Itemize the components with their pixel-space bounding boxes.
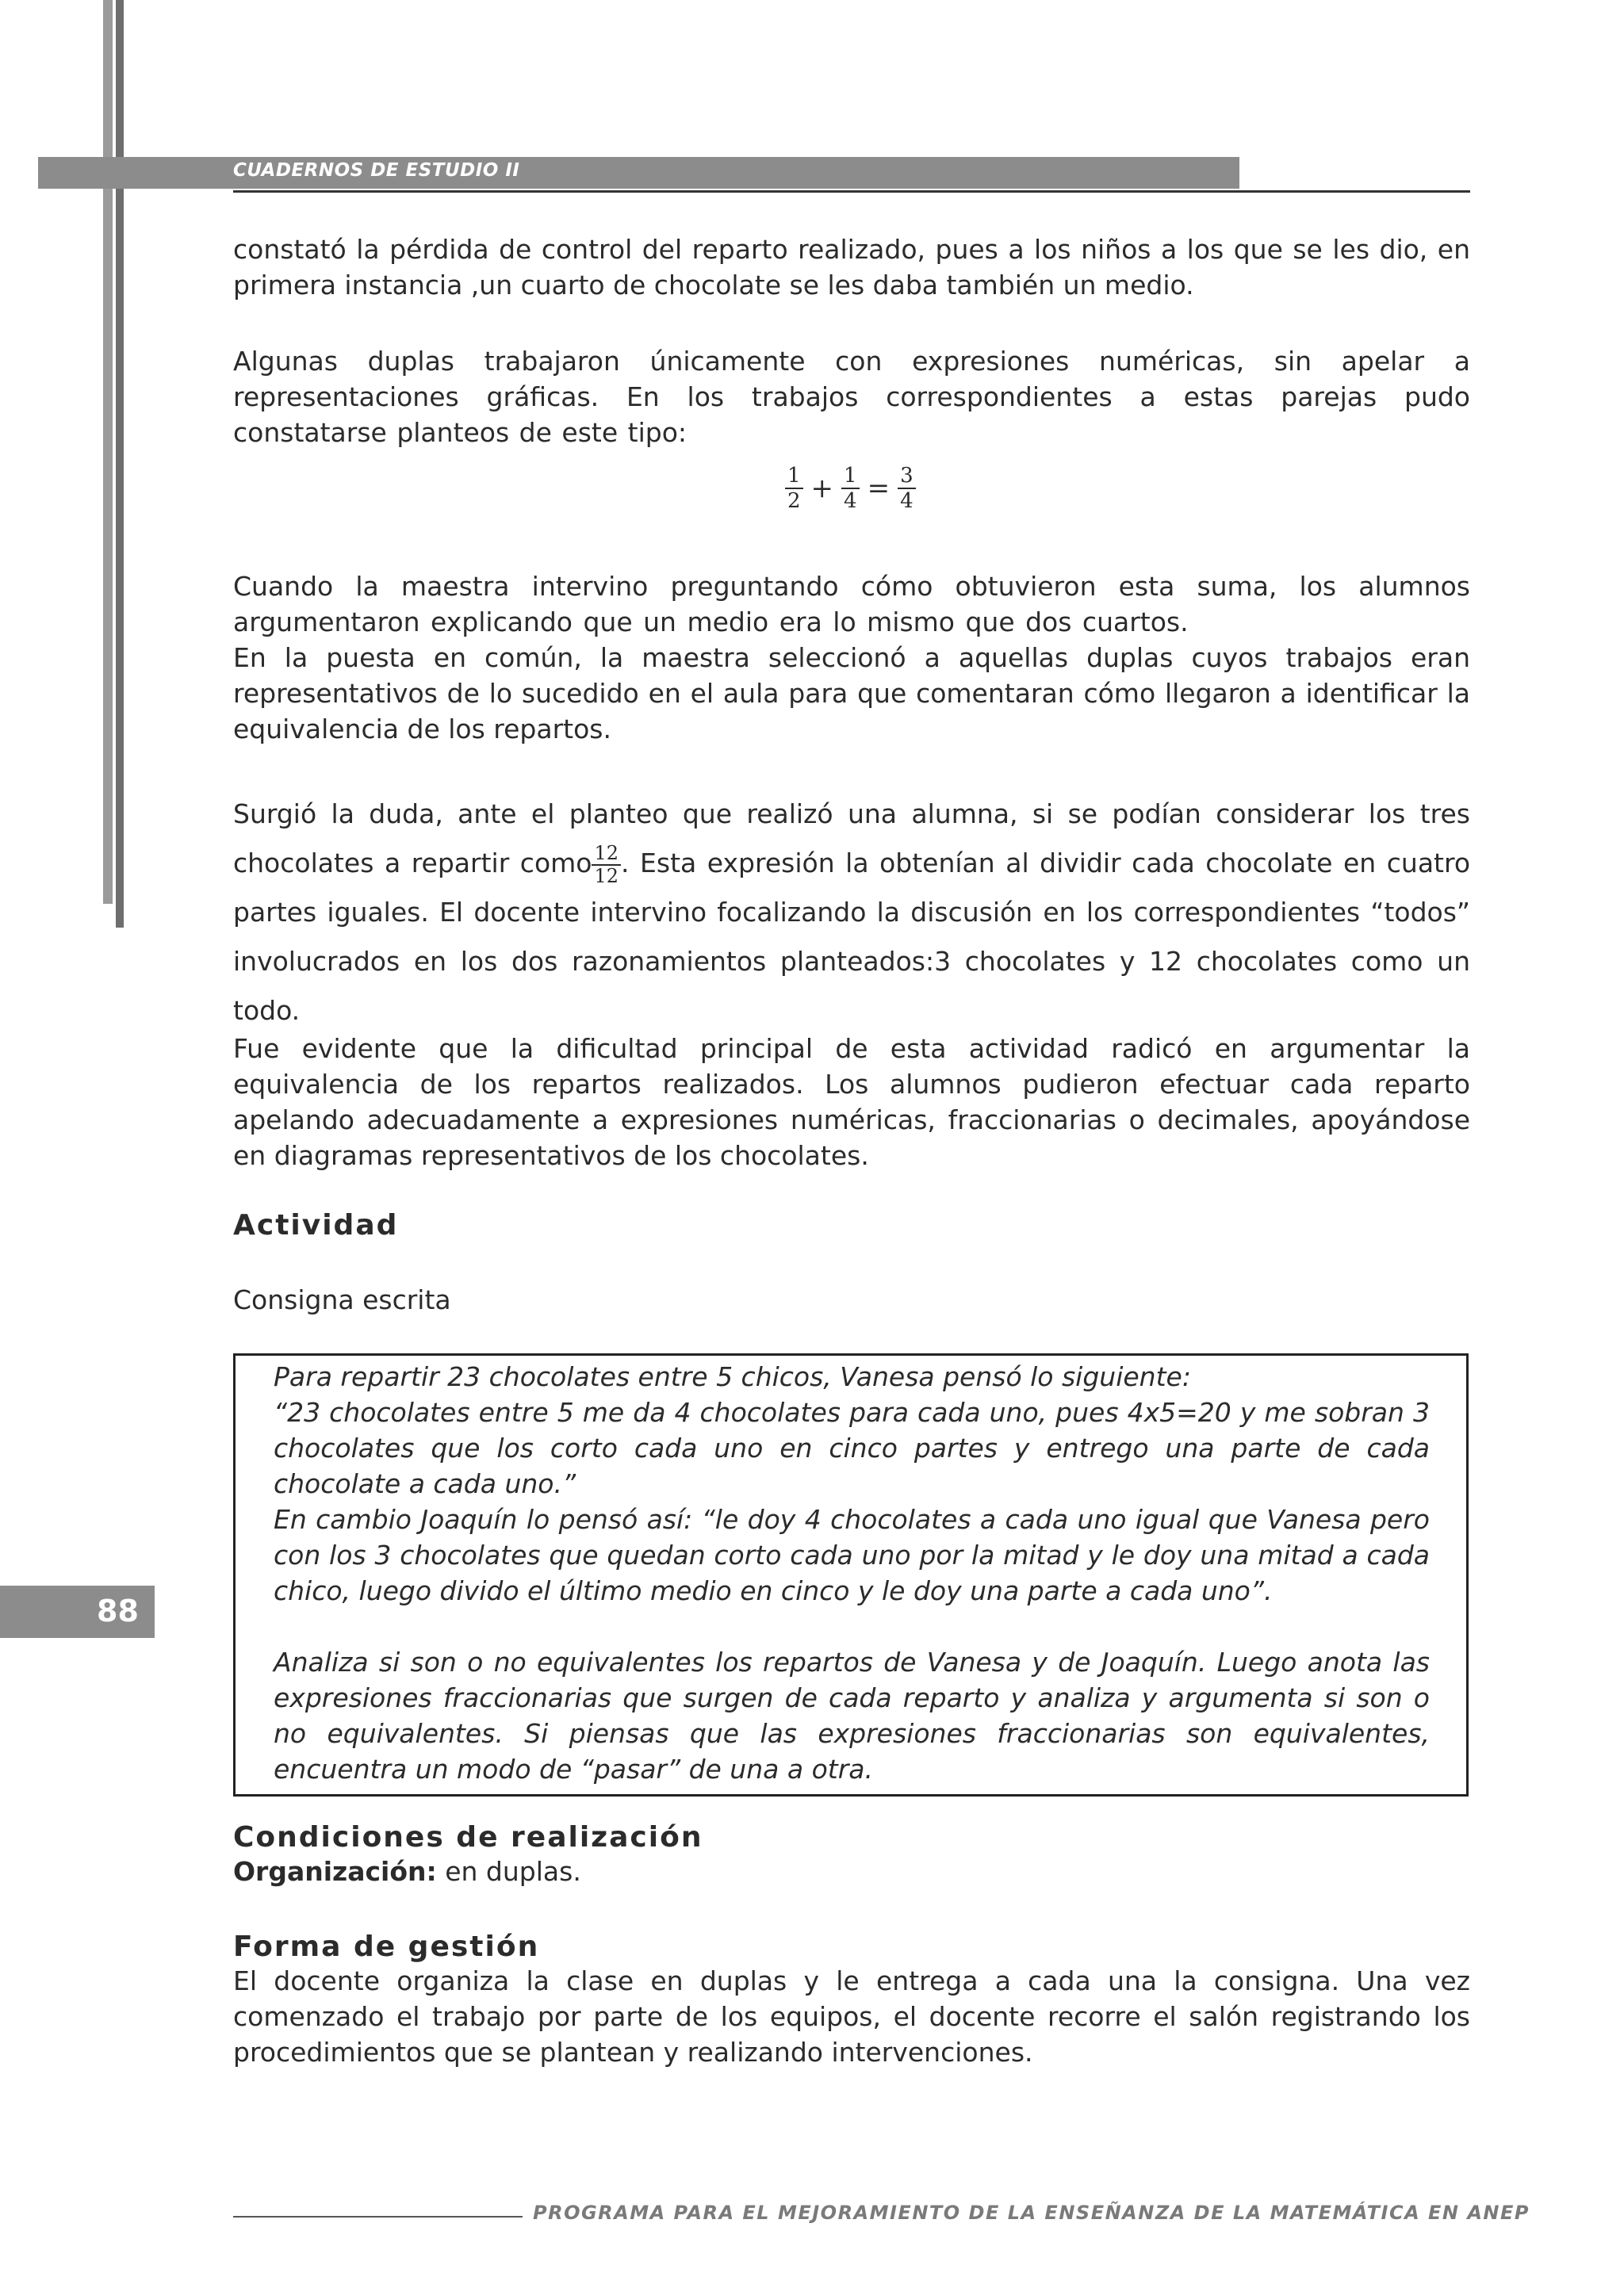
consigna-label: Consigna escrita <box>233 1284 451 1315</box>
body-block-1 <box>233 232 1470 303</box>
actividad-section <box>233 1209 1470 1242</box>
fraction-one-quarter <box>841 464 860 513</box>
footer-rule <box>233 2216 523 2218</box>
fraction-denominator: 12 <box>594 864 619 887</box>
consigna-line-1: Para repartir 23 chocolates entre 5 chicos, Vanesa pensó lo siguiente: <box>274 1361 1191 1392</box>
fraction-formula <box>785 464 916 513</box>
inline-fraction-12-12 <box>592 843 621 887</box>
fraction-one-half <box>785 464 803 513</box>
fraction-numerator: 1 <box>785 464 803 489</box>
fraction-denominator: 4 <box>844 489 857 513</box>
organizacion-label: Organización: <box>233 1856 437 1887</box>
body-block-2 <box>233 343 1470 450</box>
consigna-line-3: En cambio Joaquín lo pensó así: “le doy 4 chocolates a cada uno igual que Vanesa pero con los 3 chocolates que quedan corto cada uno por la mitad y le doy una mitad a cada chico, luego divido el último medio en cinco y le doy una parte a cada uno”. <box>274 1504 1430 1606</box>
paragraph-5-end: . Esta expresión la obtenían al dividir cada chocolate en cuatro partes iguales. El docente intervino focalizando la discusión en los correspondientes “todos” involucrados en los dos razonamientos planteados:3 chocolates y 12 chocolates como un todo. <box>233 848 1471 1026</box>
paragraph-3: Cuando la maestra intervino preguntando cómo obtuvieron esta suma, los alumnos argumentaron explicando que un medio era lo mismo que dos cuartos. <box>233 571 1470 637</box>
condiciones-section <box>233 1821 1470 1889</box>
fraction-three-quarters <box>898 464 916 513</box>
actividad-heading: Actividad <box>233 1209 399 1242</box>
organizacion-line <box>233 1854 1470 1889</box>
footer-text: PROGRAMA PARA EL MEJORAMIENTO DE LA ENSEÑANZA DE LA MATEMÁTICA EN ANEP <box>533 2202 1530 2224</box>
left-bar-inner <box>116 0 124 928</box>
fraction-numerator: 1 <box>841 464 860 489</box>
paragraph-2: Algunas duplas trabajaron únicamente con expresiones numéricas, sin apelar a representaciones gráficas. En los trabajos correspondientes a estas parejas pudo constatarse planteos de este tipo: <box>233 346 1470 448</box>
body-block-4 <box>233 790 1470 1035</box>
header-band <box>38 157 1239 189</box>
condiciones-heading: Condiciones de realización <box>233 1821 703 1854</box>
paragraph-5-start: Surgió la duda, ante el planteo que realizó una alumna, si se podían considerar los tres chocolates a repartir como <box>233 798 1470 878</box>
paragraph-4: En la puesta en común, la maestra seleccionó a aquellas duplas cuyos trabajos eran representativos de lo sucedido en el aula para que comentaran cómo llegaron a identificar la equivalencia de los repartos. <box>233 642 1470 744</box>
consigna-label-block <box>233 1282 1470 1318</box>
page-number: 88 <box>97 1594 139 1628</box>
paragraph-1: constató la pérdida de control del reparto realizado, pues a los niños a los que se les dio, en primera instancia ,un cuarto de chocolate se les daba también un medio. <box>233 234 1470 300</box>
left-bar-outer <box>103 0 113 904</box>
gestion-text: El docente organiza la clase en duplas y le entrega a cada una la consigna. Una vez comenzado el trabajo por parte de los equipos, el docente recorre el salón registrando los procedimientos que se plantean y realizando intervenciones. <box>233 1965 1470 2068</box>
plus-sign: + <box>810 473 834 504</box>
gestion-section <box>233 1931 1470 2070</box>
consigna-line-2: “23 chocolates entre 5 me da 4 chocolates para cada uno, pues 4x5=20 y me sobran 3 chocolates que los corto cada uno en cinco partes y entrego una parte de cada chocolate a cada uno.” <box>274 1397 1430 1499</box>
body-block-3 <box>233 568 1470 747</box>
paragraph-6: Fue evidente que la dificultad principal de esta actividad radicó en argumentar la equivalencia de los repartos realizados. Los alumnos pudieron efectuar cada reparto apelando adecuadamente a expresiones numéricas, fraccionarias o decimales, apoyándose en diagramas representativos de los chocolates. <box>233 1033 1470 1171</box>
consigna-line-4: Analiza si son o no equivalentes los repartos de Vanesa y de Joaquín. Luego anota las expresiones fraccionarias que surgen de cada reparto y analiza y argumenta si son o no equivalentes. Si piensas que las expresiones fraccionarias son equivalentes, encuentra un modo de “pasar” de una a otra. <box>274 1647 1430 1785</box>
fraction-numerator: 12 <box>592 843 621 866</box>
consigna-box <box>233 1353 1469 1797</box>
body-block-5 <box>233 1031 1470 1173</box>
equals-sign: = <box>867 473 891 504</box>
header-rule <box>233 190 1470 193</box>
header-title: CUADERNOS DE ESTUDIO II <box>233 160 520 181</box>
fraction-numerator: 3 <box>898 464 916 489</box>
paragraph-5 <box>233 790 1470 1035</box>
gestion-heading: Forma de gestión <box>233 1931 540 1963</box>
fraction-denominator: 2 <box>787 489 801 513</box>
organizacion-value: en duplas. <box>436 1856 581 1887</box>
fraction-denominator: 4 <box>900 489 914 513</box>
